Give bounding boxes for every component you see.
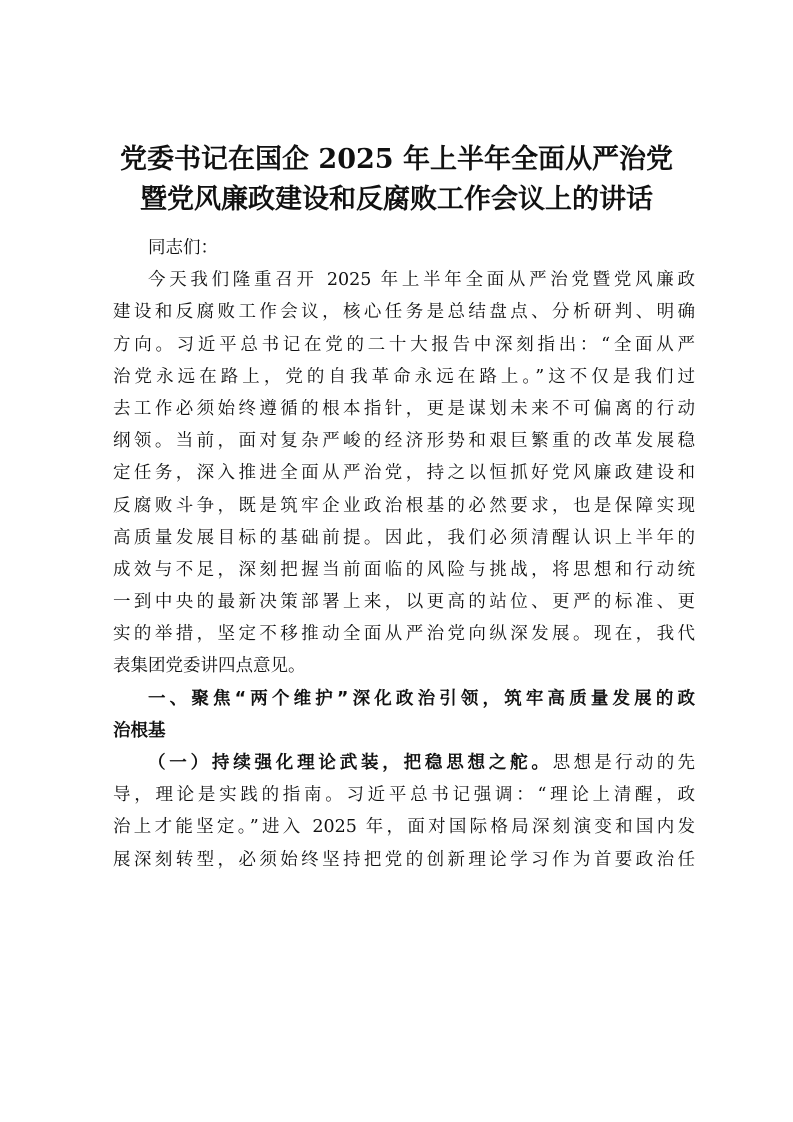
speech-body	[113, 232, 695, 876]
section-heading-1: 一、聚焦“两个维护”深化政治引领，筑牢高质量发展的政	[148, 688, 695, 709]
intro-line: 成效与不足，深刻把握当前面临的风险与挑战，将思想和行动统	[113, 559, 695, 580]
document-title	[100, 140, 693, 220]
intro-line: 今天我们隆重召开 2025 年上半年全面从严治党暨党风廉政	[148, 270, 695, 291]
intro-line: 高质量发展目标的基础前提。因此，我们必须清醒认识上半年的	[113, 527, 695, 548]
intro-line: 去工作必须始终遵循的根本指针，更是谋划未来不可偏离的行动	[113, 398, 695, 419]
intro-line: 定任务，深入推进全面从严治党，持之以恒抓好党风廉政建设和	[113, 463, 695, 484]
intro-line: 纲领。当前，面对复杂严峻的经济形势和艰巨繁重的改革发展稳	[113, 431, 695, 452]
subsection-1-heading: （一）持续强化理论武装，把稳思想之舵。	[148, 753, 553, 773]
subsection-1-text: 思想是行动的先	[552, 753, 696, 773]
intro-line: 表集团党委讲四点意见。	[113, 656, 306, 677]
intro-line: 一到中央的最新决策部署上来，以更高的站位、更严的标准、更	[113, 592, 695, 613]
subsection-1-line: 导，理论是实践的指南。习近平总书记强调：“理论上清醒，政	[113, 785, 695, 806]
intro-line: 方向。习近平总书记在党的二十大报告中深刻指出：“全面从严	[113, 334, 695, 355]
intro-line: 实的举措，坚定不移推动全面从严治党向纵深发展。现在，我代	[113, 624, 695, 645]
intro-line: 治党永远在路上，党的自我革命永远在路上。”这不仅是我们过	[113, 366, 695, 387]
title-line-2: 暨党风廉政建设和反腐败工作会议上的讲话	[140, 184, 653, 215]
subsection-1-line: 治上才能坚定。”进入 2025 年，面对国际格局深刻演变和国内发	[113, 817, 695, 838]
section-heading-1-cont: 治根基	[113, 720, 166, 741]
intro-line: 反腐败斗争，既是筑牢企业政治根基的必然要求，也是保障实现	[113, 495, 695, 516]
title-line-1: 党委书记在国企 2025 年上半年全面从严治党	[120, 144, 673, 175]
subsection-1-first-line	[113, 747, 695, 779]
subsection-1-line: 展深刻转型，必须始终坚持把党的创新理论学习作为首要政治任	[113, 849, 695, 870]
salutation: 同志们：	[148, 238, 218, 258]
intro-line: 建设和反腐败工作会议，核心任务是总结盘点、分析研判、明确	[113, 302, 695, 323]
